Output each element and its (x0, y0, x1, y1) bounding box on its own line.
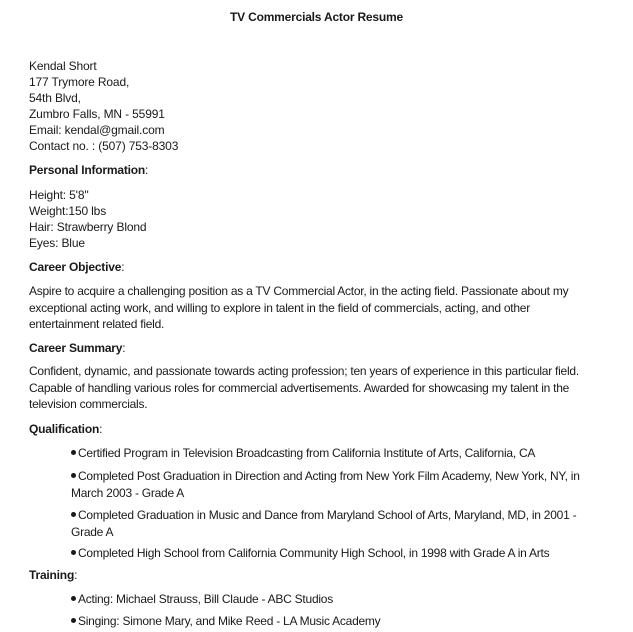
personal-info-height: Height: 5'8'' (29, 188, 89, 202)
heading-colon: : (121, 260, 125, 274)
contact-address-line-3: Zumbro Falls, MN - 55991 (29, 107, 165, 121)
training-list (71, 591, 611, 608)
career-summary-text: Confident, dynamic, and passionate towards acting profession; ten years of experience in this particular field. Capable of handling various roles for commercial advertisements. Awarded for showcasing my talent in the television commercials. (29, 364, 579, 411)
contact-block (29, 58, 609, 154)
bullet-icon (71, 596, 76, 601)
personal-information-list (29, 187, 609, 251)
bullet-icon (71, 450, 76, 455)
contact-email: Email: kendal@gmail.com (29, 123, 165, 137)
career-objective-text-block (29, 283, 609, 333)
personal-info-hair: Hair: Strawberry Blond (29, 220, 147, 234)
bullet-icon (71, 512, 76, 517)
contact-name: Kendal Short (29, 59, 97, 73)
qualification-list (71, 445, 611, 462)
bullet-icon (71, 473, 76, 478)
personal-info-weight: Weight:150 lbs (29, 204, 107, 218)
section-heading-text: Training (29, 568, 75, 582)
contact-address-line-2: 54th Blvd, (29, 91, 81, 105)
bullet-icon (71, 550, 76, 555)
bullet-icon (71, 618, 76, 623)
qualification-list (71, 507, 611, 540)
contact-phone: Contact no. : (507) 753-8303 (29, 139, 179, 153)
document-title: TV Commercials Actor Resume (230, 10, 403, 24)
heading-colon: : (74, 568, 78, 582)
contact-address-line-1: 177 Trymore Road, (29, 75, 130, 89)
qualification-heading (29, 421, 609, 437)
career-objective-text: Aspire to acquire a challenging position as a TV Commercial Actor, in the acting field. Passionate about my exceptional acting work, and willing to explore in talent in the field of commercials, acting, and other entertainment related field. (29, 284, 569, 331)
personal-info-eyes: Eyes: Blue (29, 236, 85, 250)
section-heading-text: Personal Information (29, 163, 146, 177)
qualification-item: Completed Graduation in Music and Dance from Maryland School of Arts, Maryland, MD, in 2001 - Grade A (71, 508, 577, 539)
section-heading-text: Qualification (29, 422, 100, 436)
qualification-list (71, 545, 611, 562)
section-heading-text: Career Summary (29, 341, 123, 355)
training-item: Singing: Simone Mary, and Mike Reed - LA Music Academy (71, 613, 611, 630)
qualification-item: Certified Program in Television Broadcasting from California Institute of Arts, California, CA (71, 445, 611, 462)
heading-colon: : (122, 341, 126, 355)
qualification-item: Completed Post Graduation in Direction and Acting from New York Film Academy, New York, NY, in March 2003 - Grade A (71, 469, 580, 500)
career-objective-heading (29, 259, 609, 275)
training-item: Acting: Michael Strauss, Bill Claude - ABC Studios (71, 591, 611, 608)
qualification-list (71, 468, 611, 501)
heading-colon: : (99, 422, 103, 436)
career-summary-text-block (29, 363, 609, 413)
training-heading (29, 567, 609, 583)
career-summary-heading (29, 340, 609, 356)
section-heading-text: Career Objective (29, 260, 122, 274)
personal-information-heading (29, 162, 609, 178)
qualification-item: Completed High School from California Community High School, in 1998 with Grade A in Arts (71, 545, 611, 562)
heading-colon: : (145, 163, 149, 177)
training-list (71, 613, 611, 630)
